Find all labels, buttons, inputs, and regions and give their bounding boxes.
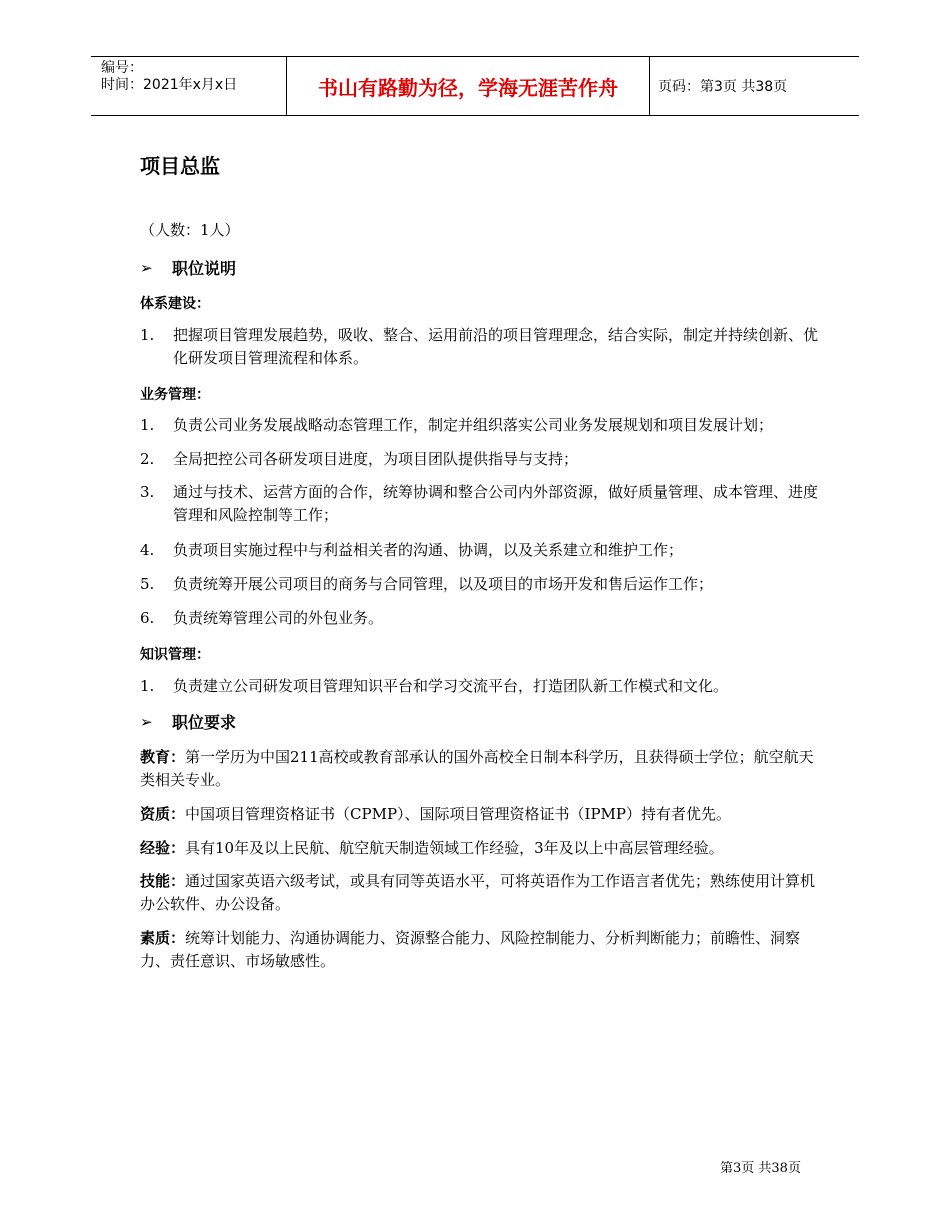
list-item [140, 414, 820, 437]
item-number: 5. [140, 575, 155, 593]
arrow-bullet-icon: ➢ [140, 712, 153, 731]
list-item [140, 539, 820, 562]
page-header [91, 56, 859, 116]
item-text: 负责统筹开展公司项目的商务与合同管理，以及项目的市场开发和售后运作工作； [173, 575, 714, 593]
requirement-label: 教育： [140, 748, 186, 766]
item-number: 1. [140, 326, 155, 344]
requirement-education [140, 746, 820, 792]
requirement-experience [140, 837, 820, 860]
header-page: 页码：第3页 共38页 [658, 79, 788, 95]
section-duties [140, 256, 236, 279]
requirement-text: 通过国家英语六级考试，或具有同等英语水平，可将英语作为工作语言者优先；熟练使用计算机办公软件、办公设备。 [140, 872, 816, 913]
item-number: 1. [140, 416, 155, 434]
item-number: 6. [140, 609, 155, 627]
item-number: 1. [140, 677, 155, 695]
item-number: 3. [140, 483, 155, 501]
subsection-knowledge: 知识管理： [140, 647, 210, 663]
list-item [140, 481, 820, 527]
requirement-text: 具有10年及以上民航、航空航天制造领域工作经验，3年及以上中高层管理经验。 [185, 839, 724, 857]
item-text: 全局把控公司各研发项目进度，为项目团队提供指导与支持； [173, 450, 579, 468]
section-requirements [140, 710, 236, 733]
page-title: 项目总监 [140, 154, 220, 178]
subsection-system: 体系建设： [140, 296, 210, 312]
requirement-label: 素质： [140, 929, 186, 947]
requirement-qualification [140, 803, 820, 826]
list-item [140, 607, 820, 630]
requirement-text: 中国项目管理资格证书（CPMP）、国际项目管理资格证书（IPMP）持有者优先。 [185, 805, 732, 823]
section-duties-label: 职位说明 [172, 259, 237, 278]
item-text: 负责公司业务发展战略动态管理工作，制定并组织落实公司业务发展规划和项目发展计划； [173, 416, 774, 434]
item-text: 把握项目管理发展趋势，吸收、整合、运用前沿的项目管理理念，结合实际，制定并持续创新、优化研发项目管理流程和体系。 [173, 326, 819, 367]
list-item [140, 324, 820, 370]
item-text: 通过与技术、运营方面的合作，统筹协调和整合公司内外部资源，做好质量管理、成本管理、进度管理和风险控制等工作； [173, 483, 819, 524]
list-item [140, 573, 820, 596]
header-meta [91, 57, 286, 115]
arrow-bullet-icon: ➢ [140, 258, 153, 277]
header-number: 编号： [101, 60, 143, 76]
page-footer: 第3页 共38页 [720, 1161, 801, 1176]
item-text: 负责建立公司研发项目管理知识平台和学习交流平台，打造团队新工作模式和文化。 [173, 677, 729, 695]
requirement-label: 资质： [140, 805, 186, 823]
requirement-label: 技能： [140, 872, 186, 890]
item-number: 4. [140, 541, 155, 559]
requirement-skills [140, 870, 820, 916]
requirement-text: 统筹计划能力、沟通协调能力、资源整合能力、风险控制能力、分析判断能力；前瞻性、洞察力、责任意识、市场敏感性。 [140, 929, 801, 970]
item-text: 负责统筹管理公司的外包业务。 [173, 609, 384, 627]
requirement-qualities [140, 927, 820, 973]
subsection-business: 业务管理： [140, 387, 210, 403]
item-text: 负责项目实施过程中与利益相关者的沟通、协调，以及关系建立和维护工作； [173, 541, 684, 559]
list-item [140, 675, 820, 698]
header-time: 时间：2021年x月x日 [101, 77, 238, 93]
requirement-text: 第一学历为中国211高校或教育部承认的国外高校全日制本科学历，且获得硕士学位；航空航天类相关专业。 [140, 748, 814, 789]
headcount: （人数：1人） [140, 221, 240, 239]
header-motto: 书山有路勤为径，学海无涯苦作舟 [286, 57, 650, 115]
item-number: 2. [140, 450, 155, 468]
list-item [140, 448, 820, 471]
section-requirements-label: 职位要求 [172, 713, 237, 732]
requirement-label: 经验： [140, 839, 186, 857]
